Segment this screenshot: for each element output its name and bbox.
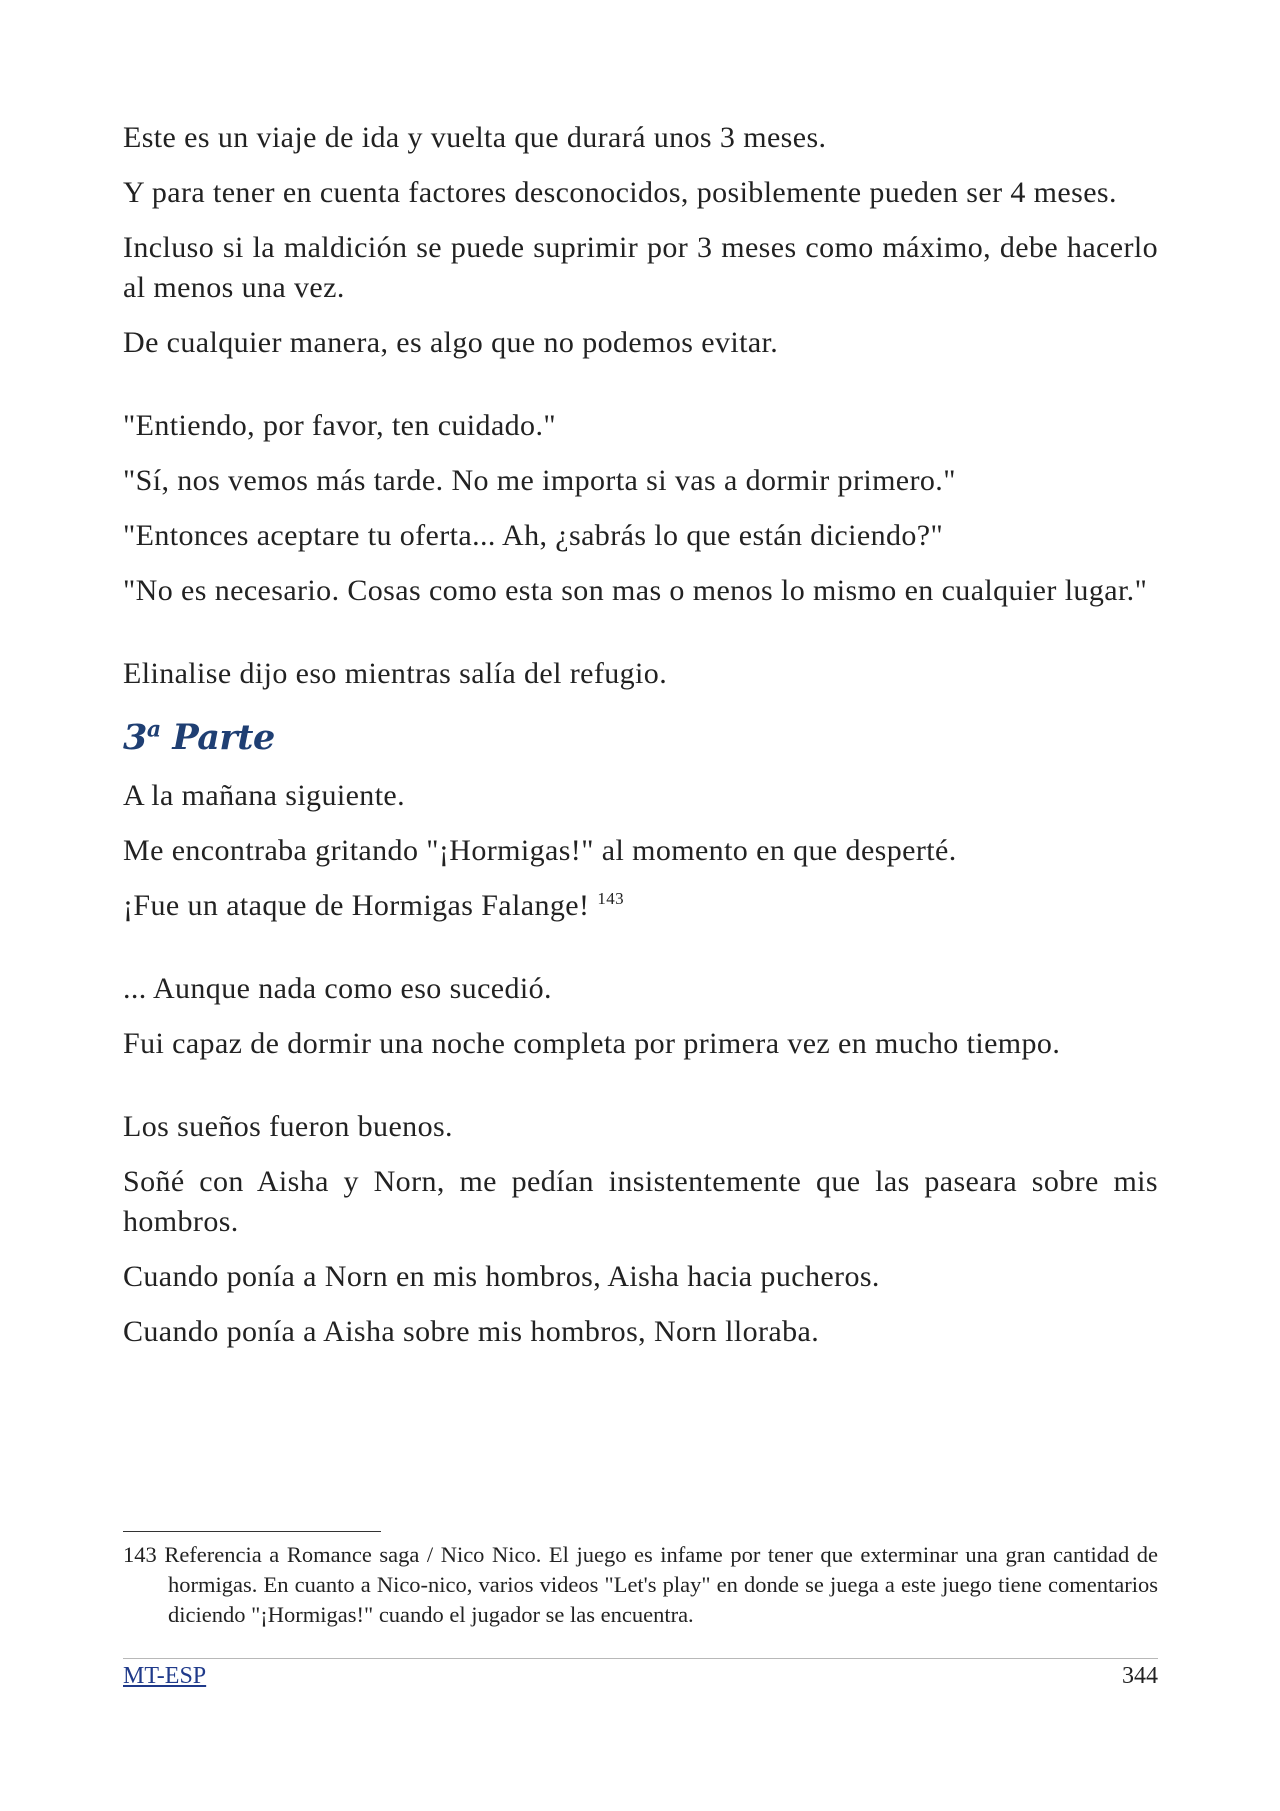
footnote-text: Referencia a Romance saga / Nico Nico. El juego es infame por tener que exterminar una gran cantidad de hormigas. En cuanto a Nico-nico, varios videos "Let's play" en donde se juega a este juego tiene comentarios diciendo "¡Hormigas!" cuando el jugador se las encuentra. — [164, 1542, 1159, 1627]
paragraph: Soñé con Aisha y Norn, me pedían insistentemente que las paseara sobre mis hombros. — [123, 1165, 1158, 1238]
dialogue-line: "Entonces aceptare tu oferta... Ah, ¿sabrás lo que están diciendo?" — [123, 519, 944, 552]
paragraph-with-footnote — [123, 886, 1158, 926]
paragraph-gap — [123, 378, 1158, 406]
paragraph: ... Aunque nada como eso sucedió. — [123, 972, 552, 1005]
paragraph-gap — [123, 941, 1158, 969]
section-number: 3 — [123, 717, 147, 758]
footnote-reference[interactable]: 143 — [597, 889, 625, 908]
dialogue-line: "No es necesario. Cosas como esta son mas o menos lo mismo en cualquier lugar." — [123, 574, 1148, 607]
page-number: 344 — [1122, 1663, 1158, 1689]
footnote — [123, 1540, 1158, 1630]
paragraph-gap — [123, 1079, 1158, 1107]
footer-site-link[interactable]: MT-ESP — [123, 1663, 207, 1689]
paragraph-text: ¡Fue un ataque de Hormigas Falange! — [123, 889, 590, 922]
paragraph: Cuando ponía a Aisha sobre mis hombros, Norn lloraba. — [123, 1315, 820, 1348]
paragraph: Fui capaz de dormir una noche completa por primera vez en mucho tiempo. — [123, 1027, 1061, 1060]
paragraph: Cuando ponía a Norn en mis hombros, Aisha hacia pucheros. — [123, 1260, 880, 1293]
section-ordinal: a — [146, 716, 161, 743]
paragraph: Este es un viaje de ida y vuelta que durará unos 3 meses. — [123, 121, 827, 154]
paragraph: A la mañana siguiente. — [123, 779, 406, 812]
paragraph: Los sueños fueron buenos. — [123, 1110, 453, 1143]
paragraph: Incluso si la maldición se puede suprimir por 3 meses como máximo, debe hacerlo al menos una vez. — [123, 231, 1158, 304]
footnote-number: 143 — [123, 1542, 157, 1567]
page-body — [123, 118, 1158, 1367]
paragraph: De cualquier manera, es algo que no podemos evitar. — [123, 326, 779, 359]
paragraph: Y para tener en cuenta factores desconocidos, posiblemente pueden ser 4 meses. — [123, 176, 1117, 209]
paragraph: Me encontraba gritando "¡Hormigas!" al momento en que desperté. — [123, 834, 957, 867]
footer-divider — [123, 1658, 1158, 1659]
footnote-divider — [123, 1531, 381, 1532]
section-heading — [123, 714, 1158, 762]
dialogue-line: "Entiendo, por favor, ten cuidado." — [123, 409, 557, 442]
section-title: Parte — [172, 717, 275, 758]
dialogue-line: "Sí, nos vemos más tarde. No me importa si vas a dormir primero." — [123, 464, 956, 497]
paragraph: Elinalise dijo eso mientras salía del refugio. — [123, 657, 668, 690]
paragraph-gap — [123, 626, 1158, 654]
